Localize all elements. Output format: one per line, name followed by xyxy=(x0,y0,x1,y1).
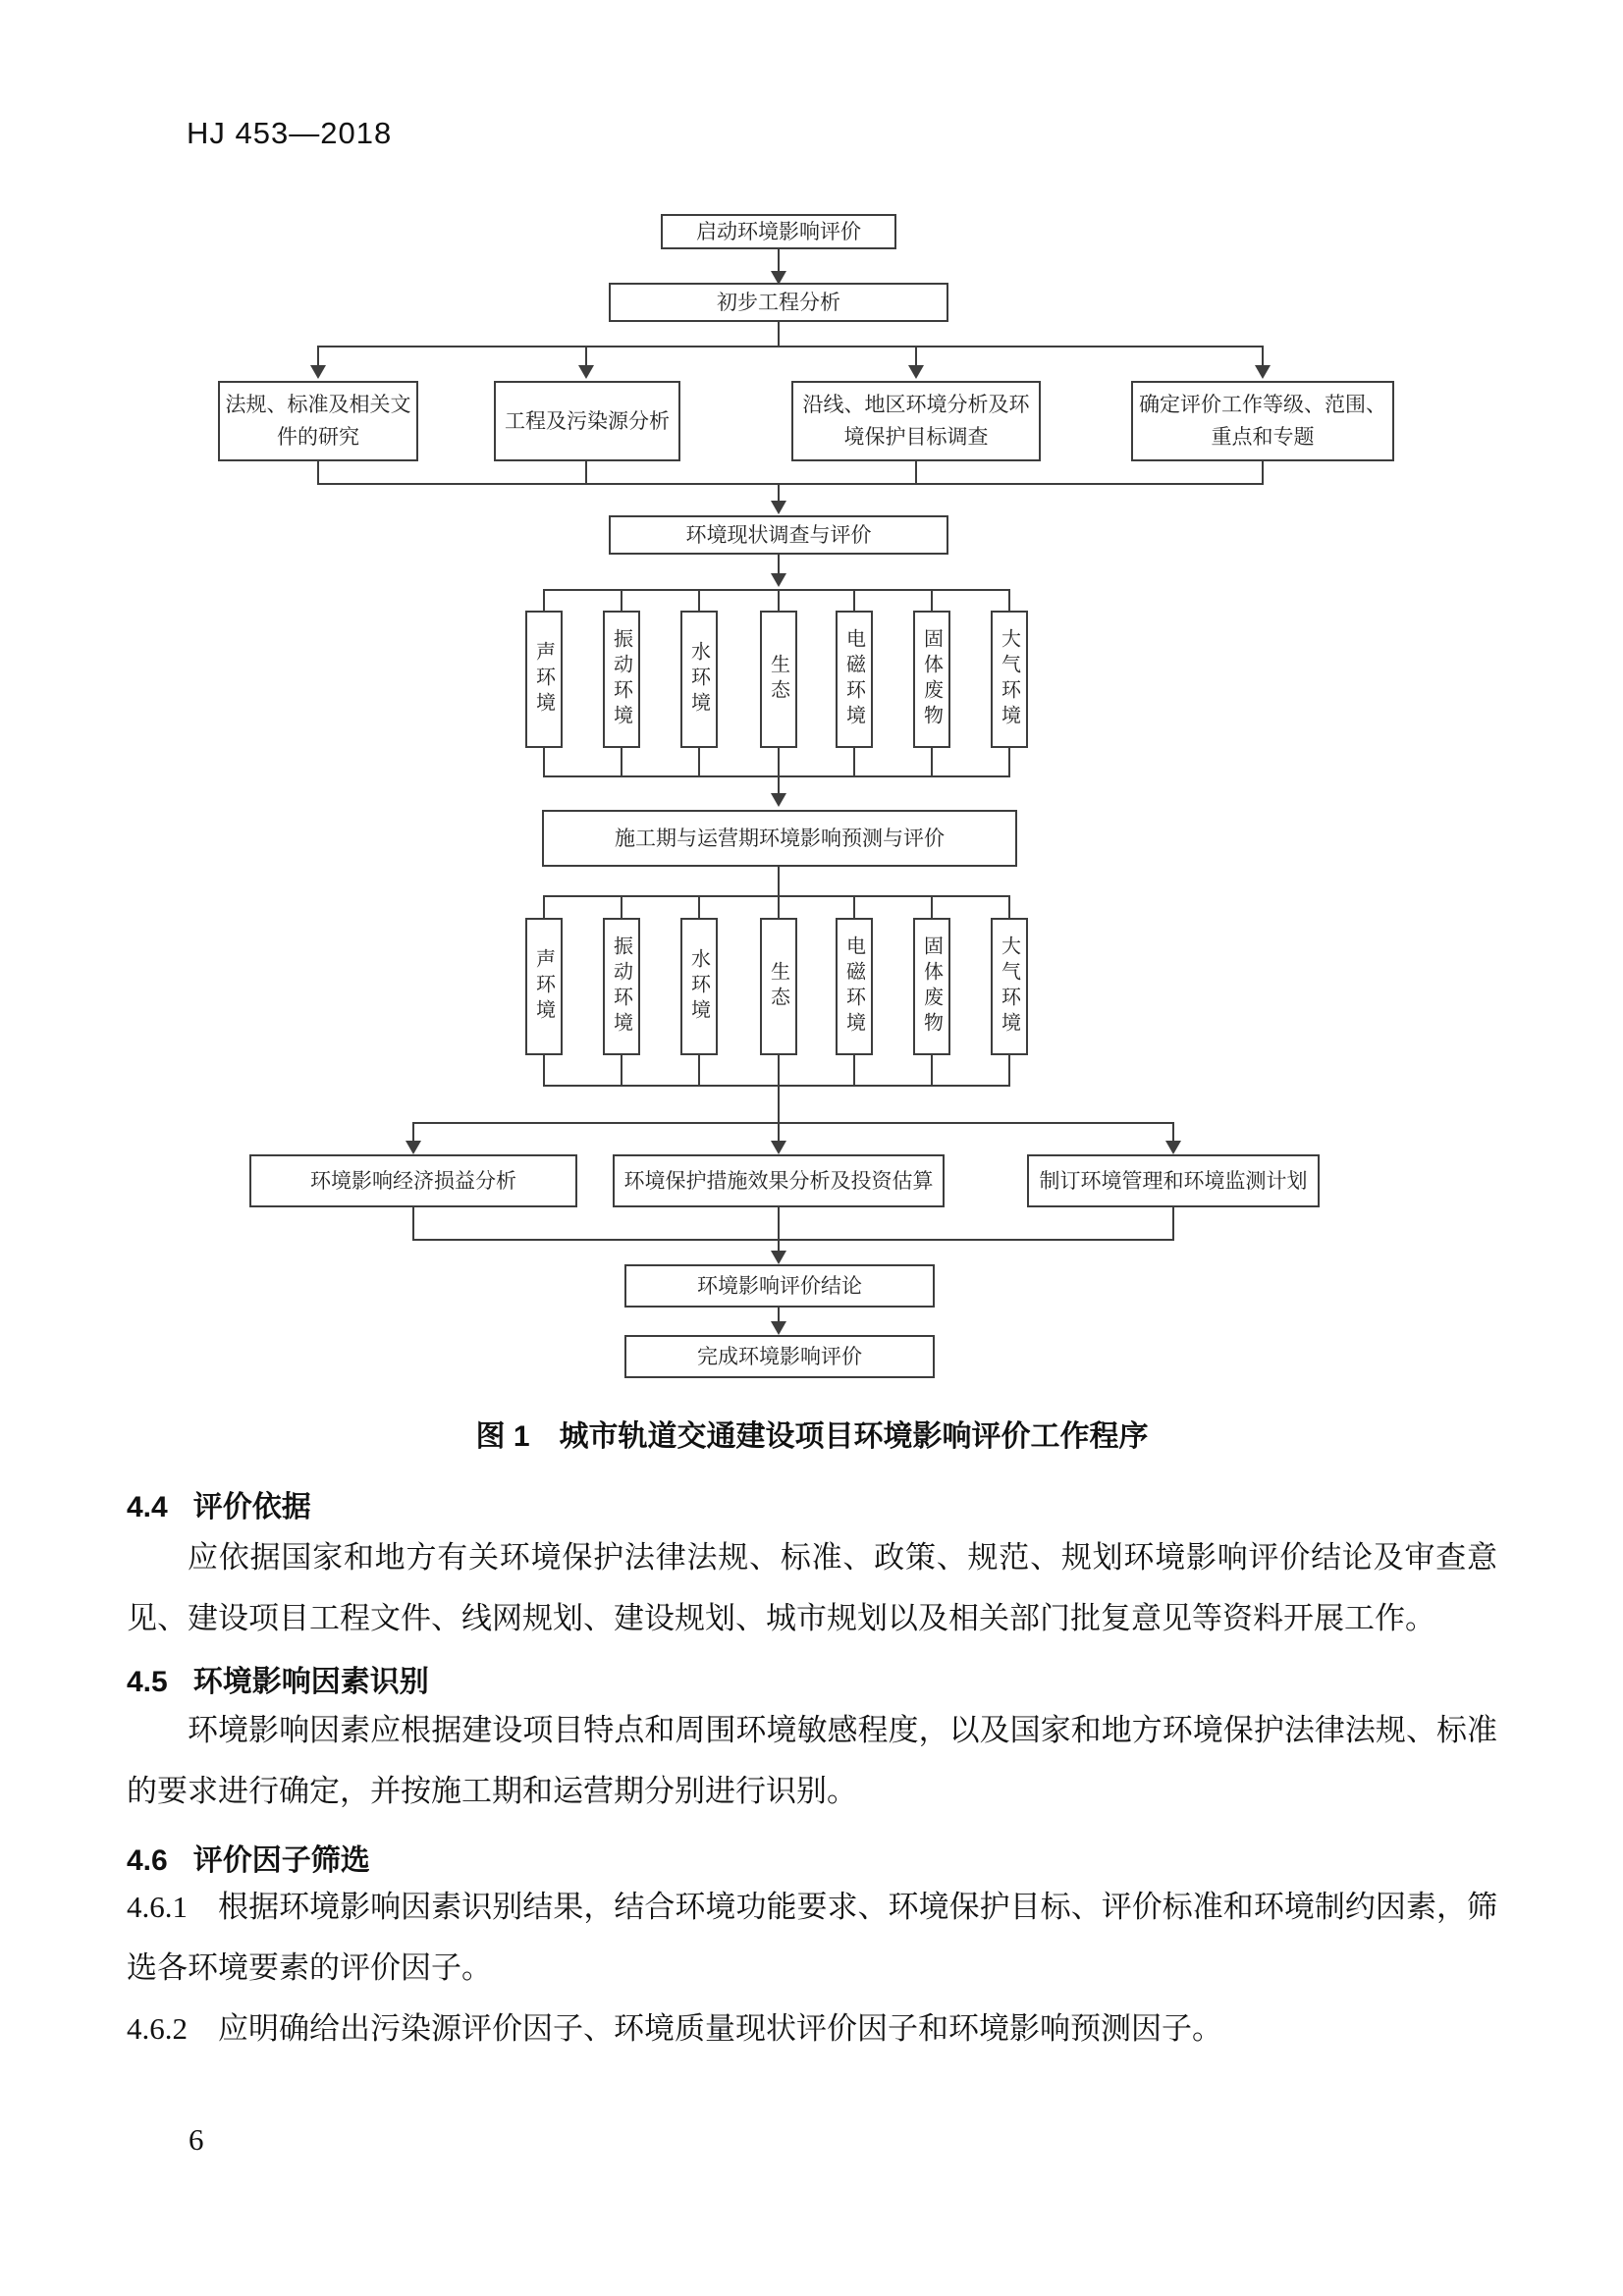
flow-node-start: 启动环境影响评价 xyxy=(661,214,896,249)
flow-node-pollution-source-analysis: 工程及污染源分析 xyxy=(494,381,680,461)
connector-line xyxy=(931,589,933,611)
connector-line xyxy=(778,483,780,501)
connector-line xyxy=(778,748,780,775)
connector-line xyxy=(931,748,933,775)
figure1-caption: 图 1 城市轨道交通建设项目环境影响评价工作程序 xyxy=(475,1420,1149,1453)
section-title: 环境影响因素识别 xyxy=(192,1666,429,1698)
flow-node-regulations-study: 法规、标准及相关文件的研究 xyxy=(218,381,418,461)
connector-line xyxy=(1262,461,1264,483)
flow-node-element-electromagnetic-2: 电磁环境 xyxy=(836,918,873,1055)
connector-line xyxy=(1262,346,1264,365)
connector-line xyxy=(543,748,545,775)
flow-node-element-solid-waste-1: 固体废物 xyxy=(913,611,950,748)
connector-line xyxy=(1008,589,1010,611)
connector-line xyxy=(1008,748,1010,775)
flow-node-element-vibration-2: 振动环境 xyxy=(603,918,640,1055)
connector-line xyxy=(543,589,545,611)
arrow-down-icon xyxy=(771,573,786,587)
section-number: 4.5 xyxy=(127,1666,168,1698)
flow-node-environment-target-survey: 沿线、地区环境分析及环境保护目标调查 xyxy=(791,381,1041,461)
connector-line xyxy=(543,895,1010,897)
flow-node-evaluation-scope: 确定评价工作等级、范围、重点和专题 xyxy=(1131,381,1394,461)
flow-node-element-air-1: 大气环境 xyxy=(991,611,1028,748)
connector-line xyxy=(1008,1055,1010,1085)
connector-line xyxy=(317,346,319,365)
arrow-down-icon xyxy=(1255,365,1271,379)
connector-line xyxy=(543,895,545,918)
connector-line xyxy=(853,748,855,775)
connector-line xyxy=(1172,1122,1174,1141)
connector-line xyxy=(621,748,622,775)
flow-node-element-noise-2: 声环境 xyxy=(525,918,563,1055)
connector-line xyxy=(778,322,780,346)
flow-node-element-noise-1: 声环境 xyxy=(525,611,563,748)
paragraph-4-6-2: 4.6.2 应明确给出污染源评价因子、环境质量现状评价因子和环境影响预测因子。 xyxy=(127,2011,1222,2046)
paragraph-4-6-1: 4.6.1 根据环境影响因素识别结果，结合环境功能要求、环境保护目标、评价标准和环境制约因素，筛选各环境要素的评价因子。 xyxy=(127,1890,1497,1985)
section-title: 评价依据 xyxy=(192,1491,311,1523)
connector-line xyxy=(543,1055,545,1085)
flow-node-element-ecology-2: 生态 xyxy=(760,918,797,1055)
connector-line xyxy=(317,461,319,483)
section-heading-4-4 xyxy=(127,1482,311,1525)
connector-line xyxy=(1172,1207,1174,1241)
connector-line xyxy=(853,1055,855,1085)
paragraph-4-4-body: 应依据国家和地方有关环境保护法律法规、标准、政策、规范、规划环境影响评价结论及审查意见、建设项目工程文件、线网规划、建设规划、城市规划以及相关部门批复意见等资料开展工作。 xyxy=(127,1540,1497,1635)
connector-line xyxy=(543,1085,1010,1087)
arrow-down-icon xyxy=(908,365,924,379)
connector-line xyxy=(778,895,780,918)
connector-line xyxy=(915,346,917,365)
connector-line xyxy=(621,1055,622,1085)
flow-node-protection-measures: 环境保护措施效果分析及投资估算 xyxy=(613,1154,945,1207)
connector-line xyxy=(778,1207,780,1251)
connector-line xyxy=(931,1055,933,1085)
flow-node-finish: 完成环境影响评价 xyxy=(624,1335,935,1378)
connector-line xyxy=(317,483,1264,485)
connector-line xyxy=(585,461,587,483)
flow-node-economic-loss-benefit: 环境影响经济损益分析 xyxy=(249,1154,577,1207)
connector-line xyxy=(621,895,622,918)
connector-line xyxy=(1008,895,1010,918)
flow-node-element-water-2: 水环境 xyxy=(680,918,718,1055)
connector-line xyxy=(621,589,622,611)
connector-line xyxy=(778,775,780,793)
flow-node-preliminary-analysis: 初步工程分析 xyxy=(609,283,948,322)
flow-node-impact-prediction: 施工期与运营期环境影响预测与评价 xyxy=(542,810,1017,867)
connector-line xyxy=(778,1308,780,1321)
flow-node-element-solid-waste-2: 固体废物 xyxy=(913,918,950,1055)
connector-line xyxy=(698,895,700,918)
arrow-down-icon xyxy=(771,1141,786,1154)
connector-line xyxy=(853,589,855,611)
arrow-down-icon xyxy=(578,365,594,379)
connector-line xyxy=(853,895,855,918)
section-heading-4-6 xyxy=(127,1836,370,1879)
connector-line xyxy=(778,249,780,271)
section-title: 评价因子筛选 xyxy=(192,1844,370,1877)
arrow-down-icon xyxy=(771,501,786,514)
connector-line xyxy=(317,346,1264,347)
connector-line xyxy=(778,589,780,611)
flow-node-element-water-1: 水环境 xyxy=(680,611,718,748)
connector-line xyxy=(543,775,1010,777)
flow-node-management-monitoring-plan: 制订环境管理和环境监测计划 xyxy=(1027,1154,1320,1207)
connector-line xyxy=(412,1239,1174,1241)
connector-line xyxy=(698,1055,700,1085)
connector-line xyxy=(698,589,700,611)
connector-line xyxy=(915,461,917,483)
section-number: 4.6 xyxy=(127,1844,168,1877)
arrow-down-icon xyxy=(771,1321,786,1335)
connector-line xyxy=(543,589,1010,591)
section-number: 4.4 xyxy=(127,1491,168,1523)
arrow-down-icon xyxy=(406,1141,421,1154)
flow-node-element-ecology-1: 生态 xyxy=(760,611,797,748)
connector-line xyxy=(412,1122,1174,1124)
flow-node-element-electromagnetic-1: 电磁环境 xyxy=(836,611,873,748)
section-heading-4-5 xyxy=(127,1657,429,1700)
arrow-down-icon xyxy=(1165,1141,1181,1154)
connector-line xyxy=(698,748,700,775)
connector-line xyxy=(778,867,780,895)
connector-line xyxy=(412,1122,414,1141)
connector-line xyxy=(931,895,933,918)
standard-number-header: HJ 453—2018 xyxy=(187,116,393,150)
arrow-down-icon xyxy=(771,1251,786,1264)
arrow-down-icon xyxy=(771,793,786,807)
arrow-down-icon xyxy=(310,365,326,379)
connector-line xyxy=(778,1122,780,1141)
connector-line xyxy=(778,555,780,573)
flow-node-element-vibration-1: 振动环境 xyxy=(603,611,640,748)
connector-line xyxy=(778,1085,780,1122)
connector-line xyxy=(778,1055,780,1085)
flow-node-element-air-2: 大气环境 xyxy=(991,918,1028,1055)
flow-node-conclusion: 环境影响评价结论 xyxy=(624,1264,935,1308)
flow-node-current-status-survey: 环境现状调查与评价 xyxy=(609,515,948,555)
connector-line xyxy=(585,346,587,365)
page-number: 6 xyxy=(189,2122,204,2157)
paragraph-4-5-body: 环境影响因素应根据建设项目特点和周围环境敏感程度，以及国家和地方环境保护法律法规、标准的要求进行确定，并按施工期和运营期分别进行识别。 xyxy=(127,1713,1497,1808)
connector-line xyxy=(412,1207,414,1241)
